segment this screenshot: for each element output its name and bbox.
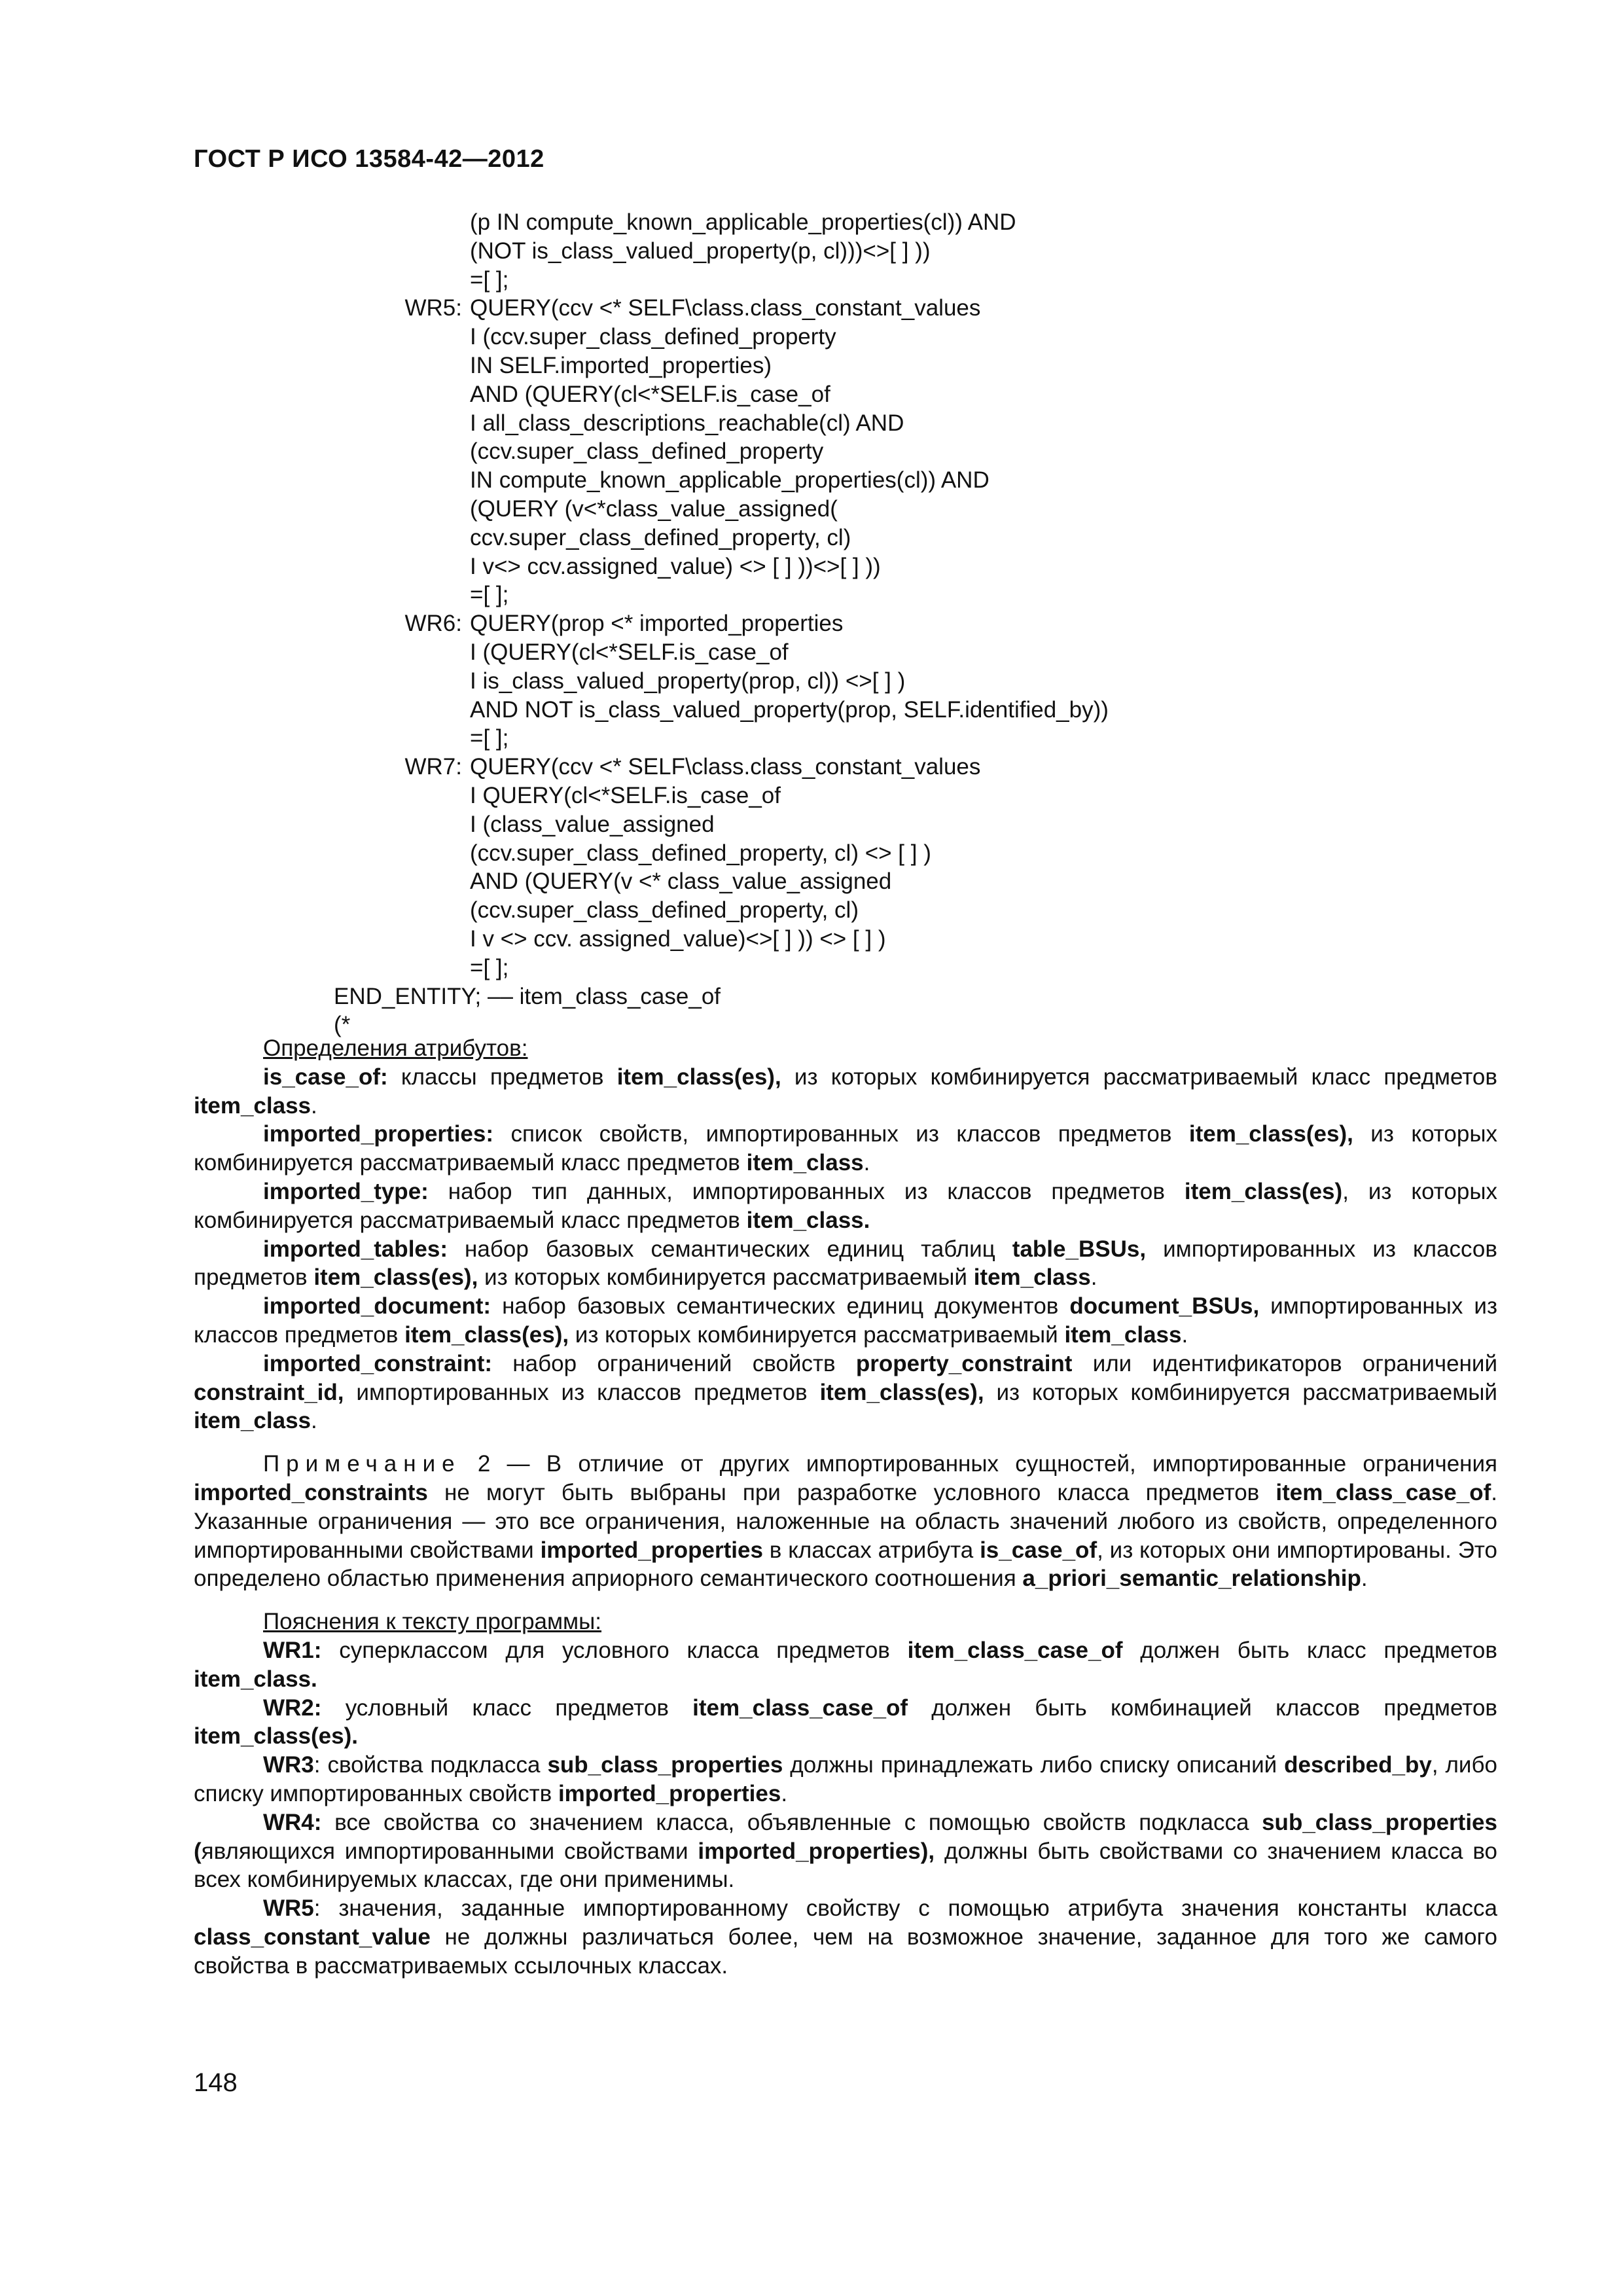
- code-line: [0, 437, 1623, 466]
- code-line: [0, 609, 1623, 638]
- code-line: [0, 351, 1623, 380]
- code-line-text: (p IN compute_known_applicable_properties(cl)) AND: [470, 209, 1016, 235]
- page-number: 148: [194, 2068, 238, 2097]
- code-line: [0, 896, 1623, 925]
- code-rule-label: WR5:: [404, 295, 462, 321]
- code-line: [0, 208, 1623, 237]
- code-line: [0, 294, 1623, 323]
- code-line-text: (ccv.super_class_defined_property, cl): [470, 897, 859, 924]
- code-line: [0, 982, 1623, 1011]
- code-line-text: =[ ];: [470, 582, 509, 608]
- code-line: [0, 667, 1623, 696]
- code-line: [0, 867, 1623, 896]
- code-line-text: (ccv.super_class_defined_property, cl) <> [ ] ): [470, 840, 931, 866]
- code-line-text: (*: [334, 1012, 351, 1038]
- code-line-text: I is_class_valued_property(prop, cl)) <>[ ] ): [470, 668, 906, 694]
- code-line: [0, 810, 1623, 839]
- rule-wr1: WR1: суперклассом для условного класса предметов item_class_case_of должен быть класс предметов item_class.: [194, 1637, 1497, 1692]
- code-line: [0, 237, 1623, 266]
- code-line-text: AND (QUERY(v <* class_value_assigned: [470, 869, 892, 895]
- code-line: [0, 925, 1623, 954]
- code-line-text: I (class_value_assigned: [470, 811, 715, 837]
- code-line: [0, 409, 1623, 438]
- code-line-text: AND NOT is_class_valued_property(prop, SELF.identified_by)): [470, 696, 1109, 723]
- attributes-heading: Определения атрибутов:: [263, 1035, 528, 1061]
- document-header: ГОСТ Р ИСО 13584-42—2012: [194, 145, 544, 173]
- code-line-text: IN SELF.imported_properties): [470, 352, 772, 378]
- code-line: [0, 753, 1623, 781]
- rule-wr2: WR2: условный класс предметов item_class_case_of должен быть комбинацией классов предметов item_class(es).: [194, 1695, 1497, 1749]
- code-line: [0, 954, 1623, 982]
- code-line-text: =[ ];: [470, 954, 509, 980]
- code-line: [0, 466, 1623, 495]
- code-line-text: AND (QUERY(cl<*SELF.is_case_of: [470, 381, 830, 407]
- code-listing: [0, 208, 1623, 1039]
- attr-imported-document: imported_document: набор базовых семантических единиц документов document_BSUs, импортированных из классов предметов item_class(es), из которых комбинируется рассматриваемый item_class.: [194, 1293, 1497, 1348]
- code-line-text: (QUERY (v<*class_value_assigned(: [470, 495, 838, 522]
- code-rule-label: WR6:: [404, 611, 462, 637]
- code-line-text: I (ccv.super_class_defined_property: [470, 324, 836, 350]
- code-line-text: ccv.super_class_defined_property, cl): [470, 524, 851, 550]
- code-line-text: END_ENTITY; –– item_class_case_of: [334, 983, 721, 1009]
- document-body: [194, 1034, 1497, 1981]
- code-line: [0, 724, 1623, 753]
- code-line: [0, 781, 1623, 810]
- note-paragraph: Примечание 2 — В отличие от других импортированных сущностей, импортированные ограничения imported_constraints не могут быть выбраны при разработке условного класса предметов item_class_case_of. Указанные ограничения — это все ограничения, наложенные на область значений любого из свойств, определенного импортированными свойствами imported_properties в классах атрибута is_case_of, из которых они импортированы. Это определено областью применения априорного семантического соотношения a_priori_semantic_relationship.: [194, 1451, 1497, 1592]
- code-line-text: QUERY(ccv <* SELF\class.class_constant_values: [470, 295, 981, 321]
- rule-wr4: WR4: все свойства со значением класса, объявленные с помощью свойств подкласса sub_class_properties (являющихся импортированными свойствами imported_properties), должны быть свойствами со значением класса во всех комбинируемых классах, где они применимы.: [194, 1809, 1497, 1893]
- code-line: [0, 581, 1623, 609]
- attr-imported-type: imported_type: набор тип данных, импортированных из классов предметов item_class(es), из которых комбинируется рассматриваемый класс предметов item_class.: [194, 1178, 1497, 1233]
- code-line-text: I v<> ccv.assigned_value) <> [ ] ))<>[ ] )): [470, 553, 881, 579]
- code-line-text: =[ ];: [470, 725, 509, 751]
- rule-wr3: WR3: свойства подкласса sub_class_properties должны принадлежать либо списку описаний described_by, либо списку импортированных свойств imported_properties.: [194, 1752, 1497, 1806]
- code-line-text: QUERY(prop <* imported_properties: [470, 611, 844, 637]
- code-line: [0, 380, 1623, 409]
- explanations-heading: Пояснения к тексту программы:: [263, 1609, 602, 1635]
- code-line: [0, 839, 1623, 868]
- code-rule-label: WR7:: [404, 754, 462, 780]
- code-line: [0, 552, 1623, 581]
- code-line-text: I QUERY(cl<*SELF.is_case_of: [470, 782, 781, 808]
- attr-imported-constraint: imported_constraint: набор ограничений свойств property_constraint или идентификаторов ограничений constraint_id, импортированных из классов предметов item_class(es), из которых комбинируется рассматриваемый item_class.: [194, 1350, 1497, 1434]
- note-label: Примечание: [263, 1451, 461, 1477]
- code-line-text: =[ ];: [470, 266, 509, 293]
- code-line: [0, 266, 1623, 295]
- attr-imported-tables: imported_tables: набор базовых семантических единиц таблиц table_BSUs, импортированных из классов предметов item_class(es), из которых комбинируется рассматриваемый item_class.: [194, 1236, 1497, 1291]
- code-line: [0, 524, 1623, 552]
- code-line: [0, 638, 1623, 667]
- code-line-text: (NOT is_class_valued_property(p, cl)))<>[ ] )): [470, 238, 931, 264]
- attr-is-case-of: is_case_of: классы предметов item_class(es), из которых комбинируется рассматриваемый класс предметов item_class.: [194, 1064, 1497, 1119]
- code-line-text: QUERY(ccv <* SELF\class.class_constant_values: [470, 754, 981, 780]
- code-line-text: I all_class_descriptions_reachable(cl) AND: [470, 410, 904, 436]
- rule-wr5: WR5: значения, заданные импортированному свойству с помощью атрибута значения константы класса class_constant_value не должны различаться более, чем на возможное значение, заданное для того же самого свойства в рассматриваемых ссылочных классах.: [194, 1895, 1497, 1979]
- code-line: [0, 323, 1623, 351]
- code-line-text: (ccv.super_class_defined_property: [470, 439, 824, 465]
- code-line-text: I v <> ccv. assigned_value)<>[ ] )) <> [ ] ): [470, 925, 886, 952]
- code-line-text: IN compute_known_applicable_properties(cl)) AND: [470, 467, 990, 493]
- attr-imported-properties: imported_properties: список свойств, импортированных из классов предметов item_class(es), из которых комбинируется рассматриваемый класс предметов item_class.: [194, 1121, 1497, 1176]
- code-line-text: I (QUERY(cl<*SELF.is_case_of: [470, 639, 789, 665]
- code-line: [0, 495, 1623, 524]
- code-line: [0, 696, 1623, 725]
